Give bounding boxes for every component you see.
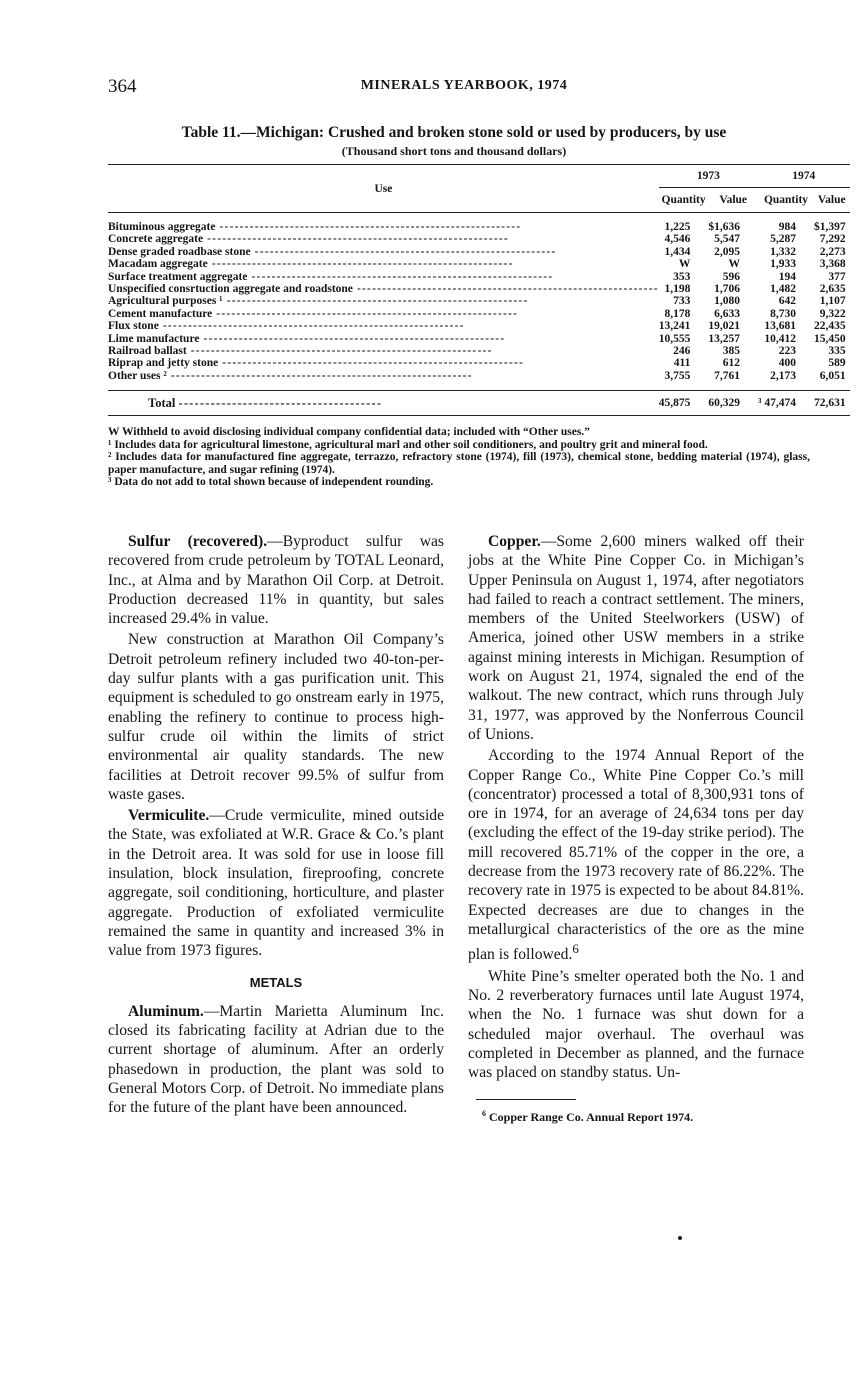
table-row [108,246,850,258]
row-quantity-1973: 1,434 [664,245,691,258]
row-value-1974: 3,368 [819,258,846,271]
row-value-1973: 7,761 [714,369,741,382]
row-quantity-1974: 194 [778,270,796,283]
row-quantity-1973: 1,225 [664,221,691,233]
row-value-1974: 22,435 [813,320,846,333]
row-use-label: Surface treatment aggregate ------------------------------------------------------------ [108,270,554,283]
row-value-1973: 1,080 [714,295,741,308]
col-header-use: Use [108,165,659,213]
row-quantity-1974: 2,173 [770,369,796,382]
table-row [108,271,850,283]
total-value-1973: 60,329 [708,391,758,416]
footnote-reference: 6 [572,941,579,957]
vermiculite-paragraph: Vermiculite.—Crude vermiculite, mined outside the State, was exfoliated at W.R. Grace & Co.’s plant in the Detroit area. It was sold for use in loose fill insulation, block insulation, fireproofing, concrete aggregate, soil conditioning, horticulture, and plaster aggregate. Production of exfoliated vermiculite remained the same in quantity and increased 3% in value from 1973 figures. [108,807,444,960]
row-use-label: Agricultural purposes ¹ ------------------------------------------------------------ [108,295,529,308]
row-value-1973: 2,095 [714,245,741,258]
copper-paragraph: Copper.—Some 2,600 miners walked off their jobs at the White Pine Copper Co. in Michigan’s Upper Peninsula on August 1, 1974, after negotiators had failed to reach a contract settlement. The miners, members of the United Steelworkers (USW) of America, joined other USW members in a strike against mining interests in Michigan. Resumption of work on August 21, 1974, signaled the end of the walkout. The new contract, which runs through July 31, 1977, was approved by the Nonferrous Council of Unions. [468,533,804,743]
row-value-1973: 612 [722,357,741,370]
row-use-label: Cement manufacture ------------------------------------------------------------ [108,307,519,320]
vermiculite-heading: Vermiculite. [128,807,210,825]
col-header-1974: 1974 [758,165,850,188]
row-quantity-1974: 1,482 [770,283,796,296]
row-value-1974: 335 [828,345,846,358]
row-value-1973: W [728,258,741,271]
col-header-value-1973: Value [708,188,758,213]
row-value-1974: 2,273 [819,245,846,258]
footnote-divider [476,1099,576,1100]
table-row [108,295,850,307]
text-column-left [108,532,444,1118]
table-row [108,333,850,345]
table-footnote: ² Includes data for manufactured fine aggregate, terrazzo, refractory stone (1974), fill (1973), chemical stone, bedding material (1974), glass, paper manufacture, and sugar refining (1974). [108,451,810,476]
row-value-1973: 6,633 [714,307,741,320]
row-quantity-1974: 642 [778,295,796,308]
row-value-1973: $1,636 [708,221,741,233]
row-use-label: Bituminous aggregate ------------------------------------------------------------ [108,221,522,233]
table-body [108,213,850,383]
row-use-label: Railroad ballast ------------------------------------------------------------ [108,345,493,358]
row-value-1974: 377 [828,270,846,283]
col-header-quantity-1973: Quantity [659,188,709,213]
table-footnote: ¹ Includes data for agricultural limestone, agricultural marl and other soil conditioners, and poultry grit and mineral food. [108,438,708,451]
table-footnotes [108,426,810,489]
print-speck [678,1236,682,1240]
metals-heading: METALS [249,974,303,990]
row-value-1973: 19,021 [708,320,741,333]
row-use-label: Flux stone ------------------------------------------------------------ [108,320,465,333]
row-use-label: Macadam aggregate ------------------------------------------------------------ [108,258,514,271]
total-row [108,391,850,416]
running-head [108,76,800,98]
row-value-1974: $1,397 [813,221,846,233]
row-value-1973: 5,547 [714,233,741,246]
row-value-1973: 385 [722,345,741,358]
table-caption: Table 11.—Michigan: Crushed and broken stone sold or used by producers, by use [181,124,727,141]
row-quantity-1973: 733 [673,295,691,308]
total-value-1974: 72,631 [814,391,850,416]
copper-heading: Copper. [488,533,541,550]
row-quantity-1974: 1,332 [770,245,796,258]
row-value-1974: 9,322 [819,307,846,320]
col-header-quantity-1974: Quantity [758,188,814,213]
page-footnote: $^6$ Copper Range Co. Annual Report 1974. [482,1108,694,1124]
total-quantity-1973: 45,875 [659,391,709,416]
table-footnote: W Withheld to avoid disclosing individual company confidential data; included with “Other uses.” [108,426,590,438]
row-quantity-1973: 4,546 [664,233,691,246]
col-header-1973: 1973 [659,165,758,188]
row-value-1974: 1,107 [819,295,846,308]
book-title: MINERALS YEARBOOK, 1974 [360,78,568,93]
row-quantity-1974: 400 [778,357,796,370]
row-use-label: Other uses ² ------------------------------------------------------------ [108,369,473,382]
row-use-label: Dense graded roadbase stone ------------------------------------------------------------ [108,245,557,258]
row-quantity-1974: 1,933 [770,258,796,271]
sulfur-paragraph-2: New construction at Marathon Oil Company’s Detroit petroleum refinery included two 40-ton-per-day sulfur plants with a gas purification unit. This equipment is scheduled to go onstream early in 1975, enabling the refinery to continue to process high-sulfur crude oil within the limits of strict environmental air quality standards. The new facilities at Detroit recover 99.5% of sulfur from waste gases. [108,631,444,803]
aluminum-paragraph: Aluminum.—Martin Marietta Aluminum Inc. closed its fabricating facility at Adrian due to the current shortage of aluminum. After an orderly phasedown in production, the plant was sold to General Motors Corp. of Detroit. No immediate plans for the future of the plant have been announced. [108,1002,444,1117]
aluminum-heading: Aluminum. [128,1002,204,1020]
table-row [108,283,850,295]
sulfur-paragraph: Sulfur (recovered).—Byproduct sulfur was recovered from crude petroleum by TOTAL Leonard, Inc., at Alma and by Marathon Oil Corp. at Detroit. Production decreased 11% in quantity, but sales increased 29.4% in value. [108,533,444,628]
row-value-1973: 596 [722,270,741,283]
table-row [108,370,850,382]
table-row [108,221,850,233]
sulfur-heading: Sulfur (recovered). [128,533,268,550]
row-use-label: Lime manufacture ------------------------------------------------------------ [108,332,506,345]
stone-use-table [108,164,850,416]
row-quantity-1974: 8,730 [770,307,796,320]
row-use-label: Riprap and jetty stone ------------------------------------------------------------ [108,357,525,370]
row-quantity-1973: 411 [673,357,691,370]
row-quantity-1974: 13,681 [764,320,796,333]
text-column-right [468,532,804,1127]
row-quantity-1974: 223 [778,345,796,358]
row-value-1973: 13,257 [708,332,741,345]
row-quantity-1973: 353 [673,270,691,283]
row-use-label: Concrete aggregate ------------------------------------------------------------ [108,233,509,246]
table-subcaption: (Thousand short tons and thousand dollars) [341,144,567,158]
row-value-1974: 2,635 [819,283,846,296]
row-quantity-1973: 1,198 [664,283,691,296]
row-quantity-1974: 10,412 [764,332,796,345]
row-quantity-1973: 8,178 [664,307,691,320]
page-number: 364 [108,76,137,97]
row-quantity-1973: W [678,258,691,271]
row-quantity-1974: 5,287 [770,233,796,246]
row-value-1974: 589 [828,357,846,370]
table-row [108,308,850,320]
row-use-label: Unspecified consrtuction aggregate and roadstone ------------------------------------------------------------ [108,283,659,296]
table-row [108,233,850,245]
row-quantity-1973: 3,755 [664,369,691,382]
total-label: Total -------------------------------------- [108,391,659,416]
table-row [108,320,850,332]
table-footnote: ³ Data do not add to total shown because of independent rounding. [108,476,434,488]
copper-paragraph-2: According to the 1974 Annual Report of the Copper Range Co., White Pine Copper Co.’s mill (concentrator) processed a total of 8,300,931 tons of ore in 1974, for an average of 24,634 tons per day (excluding the effect of the 19-day strike period). The mill recovered 85.71% of the copper in the ore, a decrease from the 1973 recovery rate of 86.22%. The recovery rate in 1975 is expected to be about 84.81%. Expected decreases are due to changes in the metallurgical characteristics of the ore as the mine plan is followed.$^6$ [468,747,804,964]
col-header-value-1974: Value [814,188,850,213]
total-quantity-1974: ³ 47,474 [758,391,814,416]
row-quantity-1973: 10,555 [658,332,691,345]
table-row [108,258,850,270]
row-quantity-1973: 246 [673,345,691,358]
row-value-1974: 7,292 [819,233,846,246]
copper-paragraph-3: White Pine’s smelter operated both the No. 1 and No. 2 reverberatory furnaces until late August 1974, when the No. 1 furnace was shut down for a scheduled major overhaul. The overhaul was completed in December as planned, and the furnace was placed on standby status. Un- [468,967,804,1082]
row-value-1974: 15,450 [813,332,846,345]
row-quantity-1973: 13,241 [658,320,691,333]
table-row [108,345,850,357]
row-quantity-1974: 984 [778,221,796,233]
row-value-1973: 1,706 [714,283,741,296]
row-value-1974: 6,051 [819,369,846,382]
table-row [108,357,850,369]
